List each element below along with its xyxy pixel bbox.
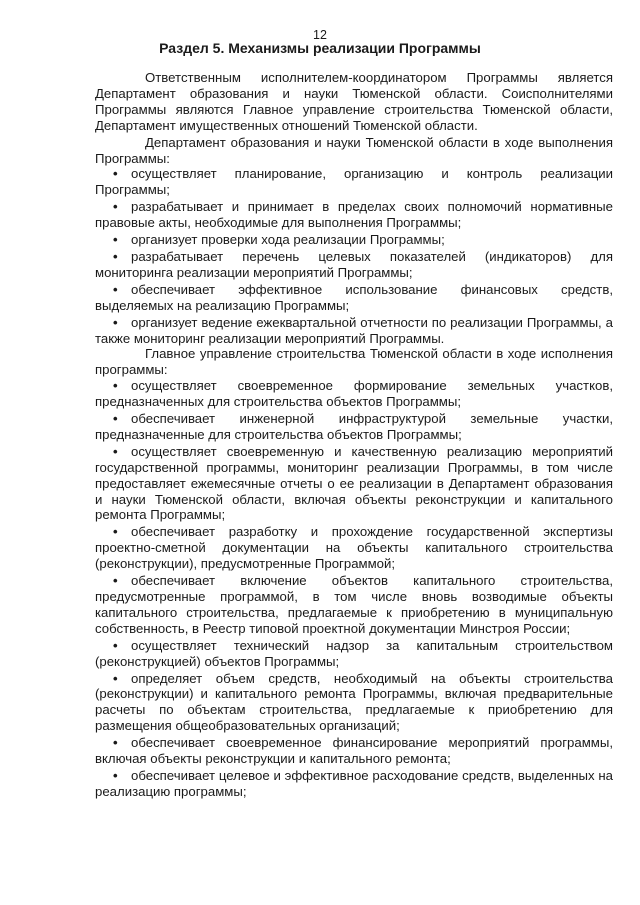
- list-item: [95, 282, 613, 314]
- list-item: [95, 232, 613, 248]
- list-item-text: разрабатывает и принимает в пределах своих полномочий нормативные правовые акты, необходимые для выполнения Программы;: [95, 199, 613, 231]
- list-item: [95, 524, 613, 572]
- bullet-icon: •: [113, 637, 118, 653]
- list-item: [95, 249, 613, 281]
- list-item-text: организует проверки хода реализации Программы;: [131, 232, 445, 248]
- list-item: [95, 638, 613, 670]
- list-item: [95, 735, 613, 767]
- section-title: Раздел 5. Механизмы реализации Программы: [159, 40, 481, 56]
- list-item-text: обеспечивает инженерной инфраструктурой земельные участки, предназначенные для строительства объектов Программы;: [95, 411, 613, 442]
- list-item-text: обеспечивает целевое и эффективное расходование средств, выделенных на реализацию программы;: [95, 767, 613, 799]
- department-duties-list: [95, 166, 613, 346]
- list-item-text: определяет объем средств, необходимый на объекты строительства (реконструкции) и капитального ремонта Программы, включая предварительные расчеты по объектам строительства, предлагаемые к приобретению для размещения общеобразовательных организаций;: [95, 670, 613, 734]
- list-item-text: осуществляет технический надзор за капитальным строительством (реконструкцией) объектов Программы;: [95, 637, 613, 669]
- bullet-icon: •: [113, 767, 118, 783]
- list-item-text: осуществляет своевременную и качественную реализацию мероприятий государственной программы, мониторинг реализации Программы, в том числе предоставляет ежемесячные отчеты о ее реализации в Департамент образования и науки Тюменской области, включая объекты реконструкции и капитального ремонта Программы;: [95, 443, 613, 523]
- list-item-text: осуществляет своевременное формирование земельных участков, предназначенных для строительства объектов Программы;: [95, 378, 613, 410]
- list-item-text: организует ведение ежеквартальной отчетности по реализации Программы, а также мониторинг реализации мероприятий Программы.: [95, 314, 613, 346]
- list-item: [95, 166, 613, 198]
- list-item: [95, 573, 613, 637]
- list-item-text: обеспечивает эффективное использование финансовых средств, выделяемых на реализацию Программы;: [95, 281, 613, 313]
- document-body: [95, 70, 613, 800]
- bullet-icon: •: [113, 670, 118, 686]
- bullet-icon: •: [113, 573, 118, 589]
- list-item-text: обеспечивает разработку и прохождение государственной экспертизы проектно-сметной документации на объекты капитального строительства (реконструкции), предусмотренные Программой;: [95, 524, 613, 572]
- page-number: 12: [313, 28, 327, 42]
- construction-paragraph: Главное управление строительства Тюменской области в ходе исполнения программы:: [95, 346, 613, 378]
- list-item-text: обеспечивает своевременное финансирование мероприятий программы, включая объекты реконструкции и капитального ремонта;: [95, 735, 613, 767]
- bullet-icon: •: [113, 248, 118, 264]
- list-item-text: обеспечивает включение объектов капитального строительства, предусмотренные программой, в том числе вновь возводимые объекты капитального строительства, предлагаемые к приобретению в муниципальную собственность, в Реестр типовой проектной документации Минстроя России;: [95, 573, 613, 636]
- bullet-icon: •: [113, 199, 118, 215]
- list-item: [95, 378, 613, 410]
- department-paragraph: Департамент образования и науки Тюменской области в ходе выполнения Программы:: [95, 134, 613, 166]
- list-item: [95, 199, 613, 231]
- bullet-icon: •: [113, 378, 118, 394]
- bullet-icon: •: [113, 443, 118, 459]
- construction-duties-list: [95, 378, 613, 800]
- list-item: [95, 444, 613, 524]
- bullet-icon: •: [113, 281, 118, 297]
- list-item: [95, 411, 613, 443]
- list-item-text: разрабатывает перечень целевых показателей (индикаторов) для мониторинга реализации мероприятий Программы;: [95, 248, 613, 280]
- bullet-icon: •: [113, 232, 118, 248]
- bullet-icon: •: [113, 735, 118, 751]
- list-item-text: осуществляет планирование, организацию и контроль реализации Программы;: [95, 166, 613, 198]
- intro-paragraph: Ответственным исполнителем-координатором Программы является Департамент образования и науки Тюменской области. Соисполнителями Программы являются Главное управление строительства Тюменской области, Департамент имущественных отношений Тюменской области.: [95, 70, 613, 133]
- bullet-icon: •: [113, 411, 118, 427]
- bullet-icon: •: [113, 314, 118, 330]
- list-item: [95, 315, 613, 347]
- bullet-icon: •: [113, 166, 118, 182]
- list-item: [95, 768, 613, 800]
- list-item: [95, 671, 613, 735]
- bullet-icon: •: [113, 524, 118, 540]
